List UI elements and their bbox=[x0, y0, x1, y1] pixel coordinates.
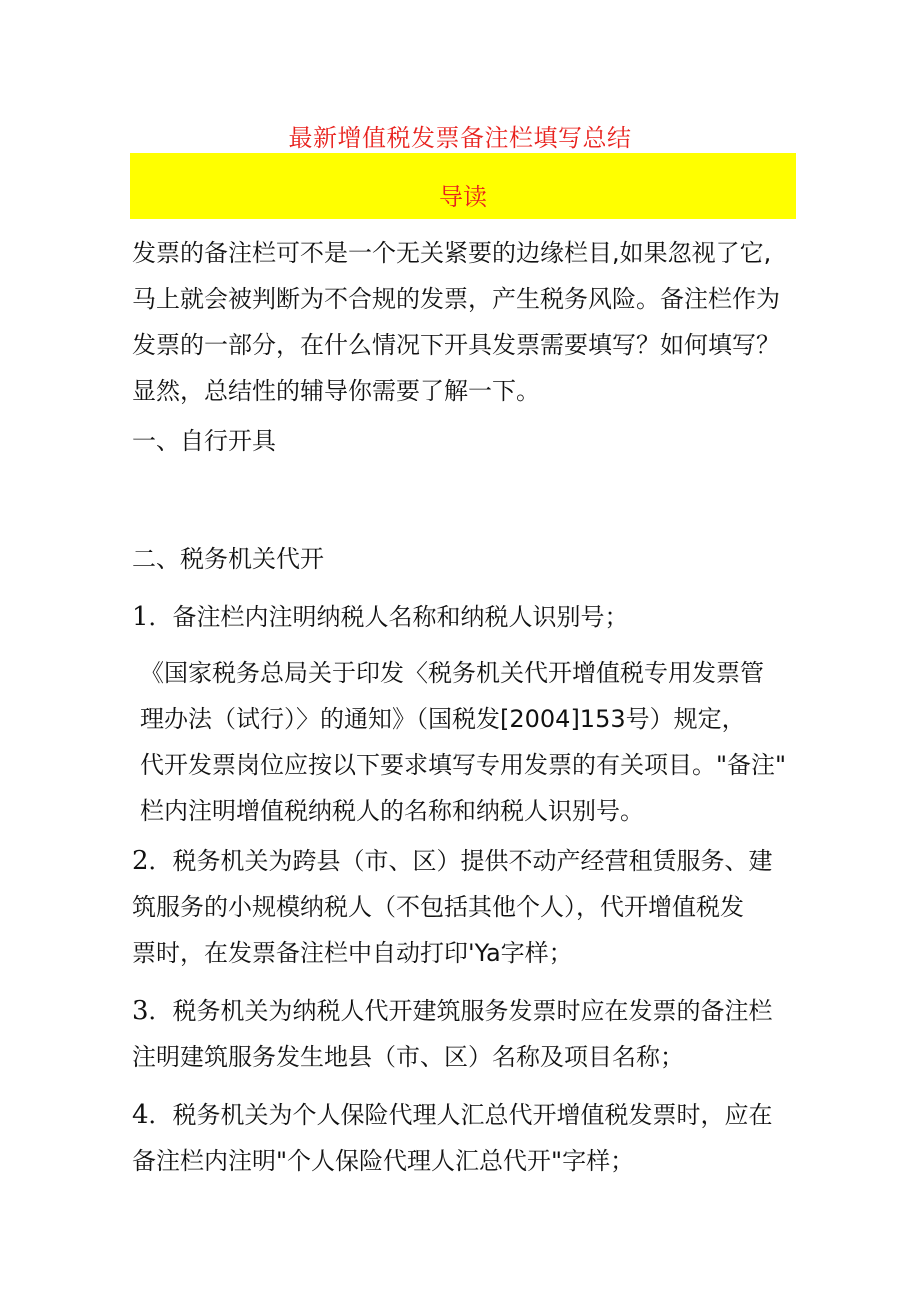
quote-line: 理办法（试行）〉的通知》（国税发[2004]153号）规定， bbox=[140, 705, 746, 733]
quote-paragraph bbox=[140, 650, 786, 834]
item-line: 注明建筑服务发生地县（市、区）名称及项目名称； bbox=[132, 1043, 684, 1071]
banner-label: 导读 bbox=[439, 183, 487, 211]
item-number: 1 bbox=[132, 602, 149, 632]
item-3 bbox=[132, 988, 773, 1080]
intro-line: 发票的一部分，在什么情况下开具发票需要填写？如何填写？ bbox=[132, 331, 780, 359]
item-line bbox=[132, 838, 773, 884]
quote-line: 代开发票岗位应按以下要求填写专用发票的有关项目。"备注" bbox=[140, 751, 787, 779]
section2-heading: 二、税务机关代开 bbox=[132, 545, 324, 573]
item-2 bbox=[132, 838, 773, 976]
item-text: ．税务机关为纳税人代开建筑服务发票时应在发票的备注栏 bbox=[148, 997, 773, 1025]
item-text: ．备注栏内注明纳税人名称和纳税人识别号； bbox=[148, 603, 629, 631]
intro-line: 马上就会被判断为不合规的发票，产生税务风险。备注栏作为 bbox=[132, 285, 780, 313]
section1-heading: 一、自行开具 bbox=[132, 427, 276, 455]
banner bbox=[130, 153, 796, 219]
item-number: 3 bbox=[132, 996, 149, 1026]
quote-line: 栏内注明增值税纳税人的名称和纳税人识别号。 bbox=[140, 797, 644, 825]
quote-line: 《国家税务总局关于印发〈税务机关代开增值税专用发票管 bbox=[140, 659, 764, 687]
intro-paragraph bbox=[132, 230, 780, 414]
item-text: ．税务机关为个人保险代理人汇总代开增值税发票时，应在 bbox=[148, 1101, 773, 1129]
item-line bbox=[132, 1092, 773, 1138]
item-number: 4 bbox=[132, 1100, 149, 1130]
item-text: ．税务机关为跨县（市、区）提供不动产经营租赁服务、建 bbox=[148, 847, 773, 875]
item-number: 2 bbox=[132, 846, 149, 876]
intro-line: 显然，总结性的辅导你需要了解一下。 bbox=[132, 377, 540, 405]
item-line bbox=[132, 988, 773, 1034]
intro-line: 发票的备注栏可不是一个无关紧要的边缘栏目,如果忽视了它, bbox=[132, 239, 772, 267]
item-line: 票时，在发票备注栏中自动打印'Ya字样； bbox=[132, 939, 573, 967]
item-4 bbox=[132, 1092, 773, 1184]
item-line: 筑服务的小规模纳税人（不包括其他个人），代开增值税发 bbox=[132, 893, 744, 921]
item-1 bbox=[132, 594, 629, 640]
page-title: 最新增值税发票备注栏填写总结 bbox=[288, 124, 632, 152]
item-line: 备注栏内注明"个人保险代理人汇总代开"字样； bbox=[132, 1147, 635, 1175]
